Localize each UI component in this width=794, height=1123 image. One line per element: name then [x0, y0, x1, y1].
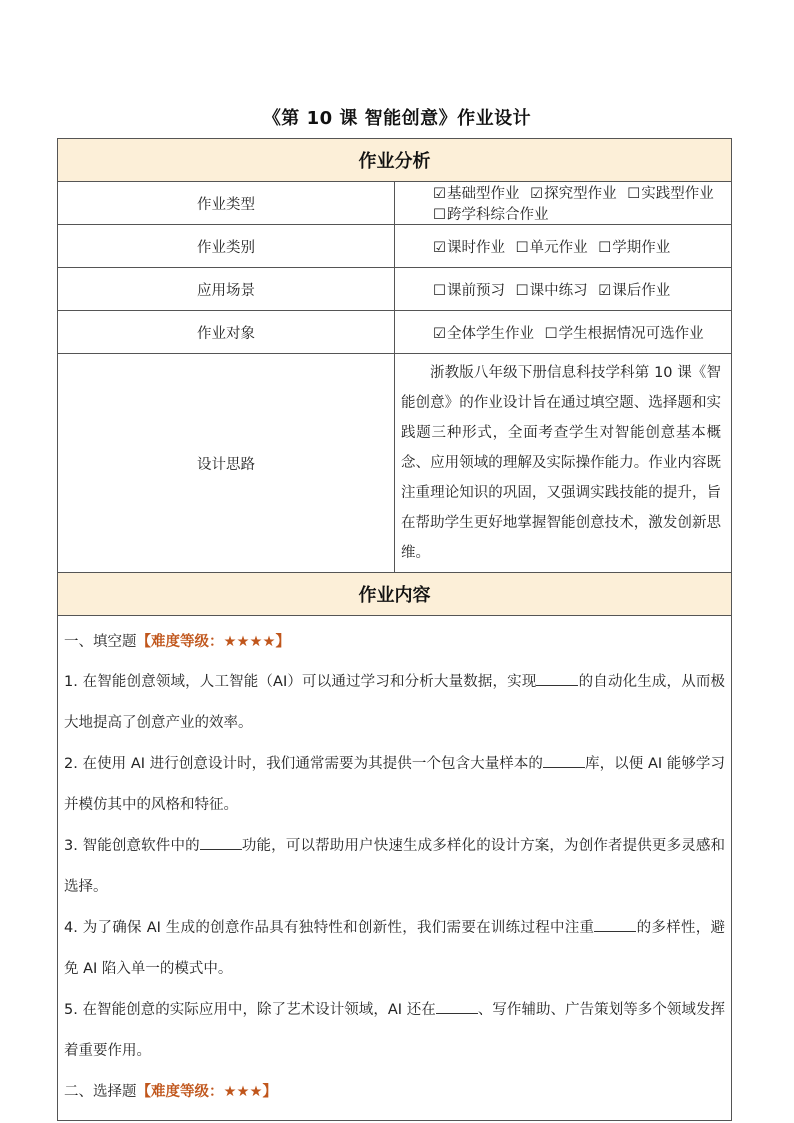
- question-item: [64, 990, 725, 1072]
- section-title: 一、填空题: [64, 634, 137, 650]
- option-label: 实践型作业: [641, 186, 714, 202]
- option[interactable]: [433, 240, 505, 256]
- option-label: 探究型作业: [544, 186, 617, 202]
- document-title: 《第 10 课 智能创意》作业设计: [262, 108, 532, 129]
- checkbox-icon: ☐: [544, 325, 558, 342]
- question-text: 3. 智能创意软件中的: [64, 838, 200, 854]
- option-label: 课时作业: [447, 239, 505, 256]
- table-row: [58, 354, 732, 573]
- option-label: 学期作业: [612, 239, 671, 256]
- table-row: [58, 311, 732, 354]
- question-item: [64, 662, 725, 744]
- section-multiple-choice: [64, 1072, 725, 1112]
- row-label-design: 设计思路: [58, 354, 395, 573]
- question-text: 的自动化生成，从而极大地提高了创意产业的效率。: [64, 674, 725, 731]
- question-text: 库，以便 AI 能够学习并模仿其中的风格和特征。: [64, 756, 725, 813]
- checkbox-icon: ☑: [530, 186, 544, 202]
- option-label: 全体学生作业: [447, 325, 534, 342]
- difficulty-badge: 【难度等级：★★★】: [136, 1084, 277, 1100]
- content-heading: 作业内容: [58, 573, 732, 616]
- question-text: 功能，可以帮助用户快速生成多样化的设计方案，为创作者提供更多灵感和选择。: [64, 838, 725, 895]
- checkbox-icon: ☐: [627, 186, 641, 202]
- answer-blank[interactable]: [594, 917, 636, 932]
- row-options-category: [395, 225, 732, 268]
- option[interactable]: [627, 186, 714, 202]
- question-item: [64, 908, 725, 990]
- answer-blank[interactable]: [543, 753, 585, 768]
- table-row: [58, 225, 732, 268]
- row-label-audience: 作业对象: [58, 311, 395, 354]
- option[interactable]: [516, 283, 588, 299]
- table-row: [58, 182, 732, 225]
- checkbox-icon: ☑: [433, 325, 446, 342]
- row-label-scenario: 应用场景: [58, 268, 395, 311]
- checkbox-icon: ☐: [515, 239, 529, 256]
- option[interactable]: [598, 240, 670, 256]
- answer-blank[interactable]: [200, 835, 242, 850]
- answer-blank[interactable]: [536, 671, 578, 686]
- option[interactable]: [516, 240, 588, 256]
- section-fill-blank: [64, 622, 725, 662]
- checkbox-icon: ☑: [433, 239, 446, 256]
- row-label-category: 作业类别: [58, 225, 395, 268]
- option-label: 课中练习: [529, 282, 588, 299]
- option[interactable]: [433, 207, 549, 223]
- row-label-type: 作业类型: [58, 182, 395, 225]
- checkbox-icon: ☐: [515, 282, 529, 299]
- option-label: 跨学科综合作业: [447, 207, 549, 223]
- checkbox-icon: ☑: [433, 186, 446, 202]
- question-text: 5. 在智能创意的实际应用中，除了艺术设计领域，AI 还在: [64, 1002, 436, 1018]
- option[interactable]: [433, 186, 520, 202]
- option[interactable]: [545, 326, 704, 342]
- option-label: 学生根据情况可选作业: [558, 325, 704, 342]
- checkbox-icon: ☐: [598, 239, 612, 256]
- option-label: 单元作业: [529, 239, 588, 256]
- option-label: 基础型作业: [447, 186, 520, 202]
- question-text: 2. 在使用 AI 进行创意设计时，我们通常需要为其提供一个包含大量样本的: [64, 756, 543, 772]
- option[interactable]: [433, 326, 534, 342]
- table-row: [58, 268, 732, 311]
- question-item: [64, 826, 725, 908]
- question-text: 、写作辅助、广告策划等多个领域发挥着重要作用。: [64, 1002, 726, 1059]
- checkbox-icon: ☑: [598, 282, 612, 299]
- difficulty-badge: 【难度等级：★★★★】: [136, 634, 290, 650]
- analysis-heading: 作业分析: [58, 139, 732, 182]
- option[interactable]: [598, 283, 670, 299]
- content-body: [58, 616, 732, 1121]
- question-item: [64, 744, 725, 826]
- option[interactable]: [530, 186, 617, 202]
- section-title: 二、选择题: [64, 1084, 137, 1100]
- design-description: 浙教版八年级下册信息科技学科第 10 课《智能创意》的作业设计旨在通过填空题、选择题和实践题三种形式，全面考查学生对智能创意基本概念、应用领域的理解及实际操作能力。作业内容既注重理论知识的巩固，又强调实践技能的提升，旨在帮助学生更好地掌握智能创意技术，激发创新思维。: [395, 354, 732, 573]
- question-text: 1. 在智能创意领域，人工智能（AI）可以通过学习和分析大量数据，实现: [64, 674, 537, 690]
- row-options-scenario: [395, 268, 732, 311]
- homework-table: [57, 138, 732, 1121]
- question-text: 的多样性，避免 AI 陷入单一的模式中。: [64, 920, 726, 977]
- question-text: 4. 为了确保 AI 生成的创意作品具有独特性和创新性，我们需要在训练过程中注重: [64, 920, 595, 936]
- answer-blank[interactable]: [436, 999, 478, 1014]
- option-label: 课后作业: [612, 282, 671, 299]
- checkbox-icon: ☐: [433, 207, 446, 223]
- row-options-audience: [395, 311, 732, 354]
- row-options-type: [395, 182, 732, 225]
- checkbox-icon: ☐: [433, 282, 446, 299]
- option[interactable]: [433, 283, 505, 299]
- option-label: 课前预习: [447, 282, 505, 299]
